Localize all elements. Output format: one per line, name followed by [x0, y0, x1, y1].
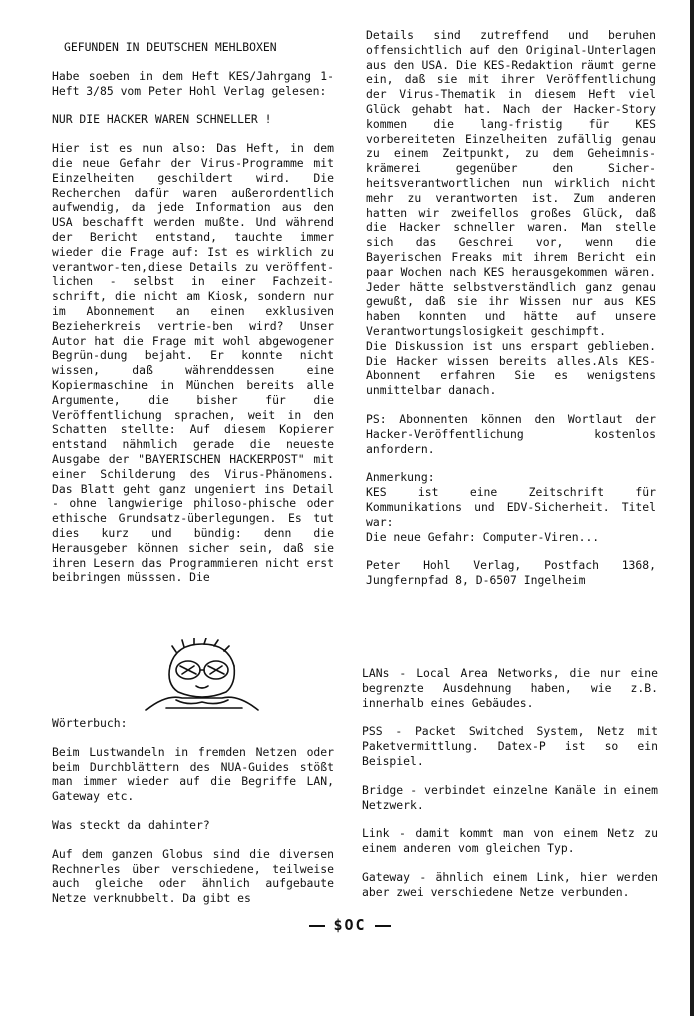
hacker-cartoon-illustration — [136, 638, 266, 714]
glossary-entry-link: Link - damit kommt man von einem Netz zu einem anderen vom gleichen Typ. — [362, 826, 665, 856]
article-heading: GEFUNDEN IN DEUTSCHEN MEHLBOXEN — [64, 40, 277, 54]
note-label: Anmerkung: — [366, 470, 435, 485]
note-text: KES ist eine Zeitschrift für Kommunikations und EDV-Sicherheit. Titel war: — [366, 485, 663, 529]
body-paragraph: Hier ist es nun also: Das Heft, in dem die neue Gefahr der Virus-Programme mit Einzelheiten geschildert wird. Die Recherchen dafür waren außerordentlich aufwendig, da jede Information aus den USA beschafft werden mußte. Und während der Bericht entstand, tauchte immer wieder die Frage auf: Ist es wirklich zu verantwor-ten,diese Details zu veröffent-lichen - selbst in einer Fachzeit-schrift, die nicht am Kiosk, sondern nur im Abonnement an einen exklusiven Bezieherkreis vertrie-ben wird? Unser Autor hat die Frage mit wohl abgewogener Begrün-dung bejaht. Er konnte nicht wissen, daß währenddessen eine Kopiermaschine in München bereits alle Argumente, die bisher für die Veröffentlichung sprachen, weit in den Schatten stellte: Auf diesem Kopierer entstand nähmlich gerade die neueste Ausgabe der "BAYERISCHEN HACKERPOST" mit einer Schilderung des Virus-Phänomens. Das Blatt geht ganz ungeniert ins Detail - ohne langwierige philoso-phische oder ethische Grundsatz-überlegungen. Es tut dies kurz und bündig: denn die Herausgeber können sicher sein, daß sie ihren Lesern das Programmieren nicht erst beibringen müsssen. Die — [52, 141, 341, 585]
glossary-entry-bridge: Bridge - verbindet einzelne Kanäle in einem Netzwerk. — [362, 782, 665, 812]
glossary-heading: Wörterbuch: — [52, 716, 128, 730]
postscript: PS: Abonnenten können den Wortlaut der Hacker-Veröffentlichung kostenlos anfordern. — [366, 411, 663, 456]
glossary-paragraph: Auf dem ganzen Globus sind die diversen Rechnerles über verschiedene, teilweise auch gleiche oder ähnlich aufgebaute Netze verknubbelt. Da gibt es — [52, 846, 341, 906]
glossary-entry-gateway: Gateway - ähnlich einem Link, hier werden aber zwei verschiedene Netze verbunden. — [362, 869, 665, 899]
glossary-question: Was steckt da dahinter? — [52, 817, 210, 832]
glossary-intro: Beim Lustwandeln in fremden Netzen oder beim Durchblättern des NUA-Guides stößt man immer wieder auf die Begriffe LAN, Gateway etc. — [52, 744, 341, 804]
intro-paragraph: Habe soeben in dem Heft KES/Jahrgang 1-Heft 3/85 vom Peter Hohl Verlag gelesen: — [52, 68, 334, 98]
page-folio — [0, 916, 700, 934]
folio-dash-left — [309, 925, 325, 927]
publisher-address: Peter Hohl Verlag, Postfach 1368, Jungfernpfad 8, D-6507 Ingelheim — [366, 558, 663, 588]
right-column-bottom — [362, 666, 665, 900]
glossary-entry-lan: LANs - Local Area Networks, die nur eine begrenzte Ausdehnung haben, wie z.B. innerhalb eines Gebäudes. — [362, 666, 665, 710]
glossary-entry-pss: PSS - Packet Switched System, Netz mit Paketvermittlung. Datex-P ist so ein Beispiel. — [362, 724, 665, 768]
right-column-top — [366, 28, 663, 588]
folio-text: $OC — [333, 916, 367, 934]
note-title: Die neue Gefahr: Computer-Viren... — [366, 529, 600, 544]
folio-dash-right — [375, 925, 391, 927]
body-paragraph-2: Die Diskussion ist uns erspart geblieben. Die Hacker wissen bereits alles.Als KES-Abonnent erfahren Sie es wenigstens unmittelbar danach. — [366, 338, 663, 398]
article-subhead: NUR DIE HACKER WAREN SCHNELLER ! — [52, 112, 272, 127]
left-column-bottom — [52, 716, 341, 906]
scan-edge-border — [690, 0, 694, 1016]
body-paragraph-continued: Details sind zutreffend und beruhen offensichtlich auf den Original-Unterlagen aus den USA. Die KES-Redaktion räumt gerne ein, daß sie mit ihrer Veröffentlichung der Virus-Thematik in diesem Heft viel Glück gehabt hat. Nach der Hacker-Story kommen die lang-fristig für KES vorbereiteten Einzelheiten zufällig genau zu einem Zeitpunkt, zu dem Geheimnis-krämerei gegenüber den Sicher-heitsverantwortlichen nun wirklich nicht mehr zu verantworten ist. Zum anderen hatten wir zweifellos großes Glück, daß die Hacker schneller waren. Man stelle sich das Geschrei vor, wenn die Bayerischen Freaks mit ihrem Bericht ein paar Wochen nach KES herausgekommen wären. Jeder hätte selbstverständlich ganz genau gewußt, daß sie ihr Wissen nur aus KES haben konnten und hätte auf unsere Verantwortungslosigkeit geschimpft. — [366, 28, 663, 338]
left-column-top — [52, 40, 341, 585]
